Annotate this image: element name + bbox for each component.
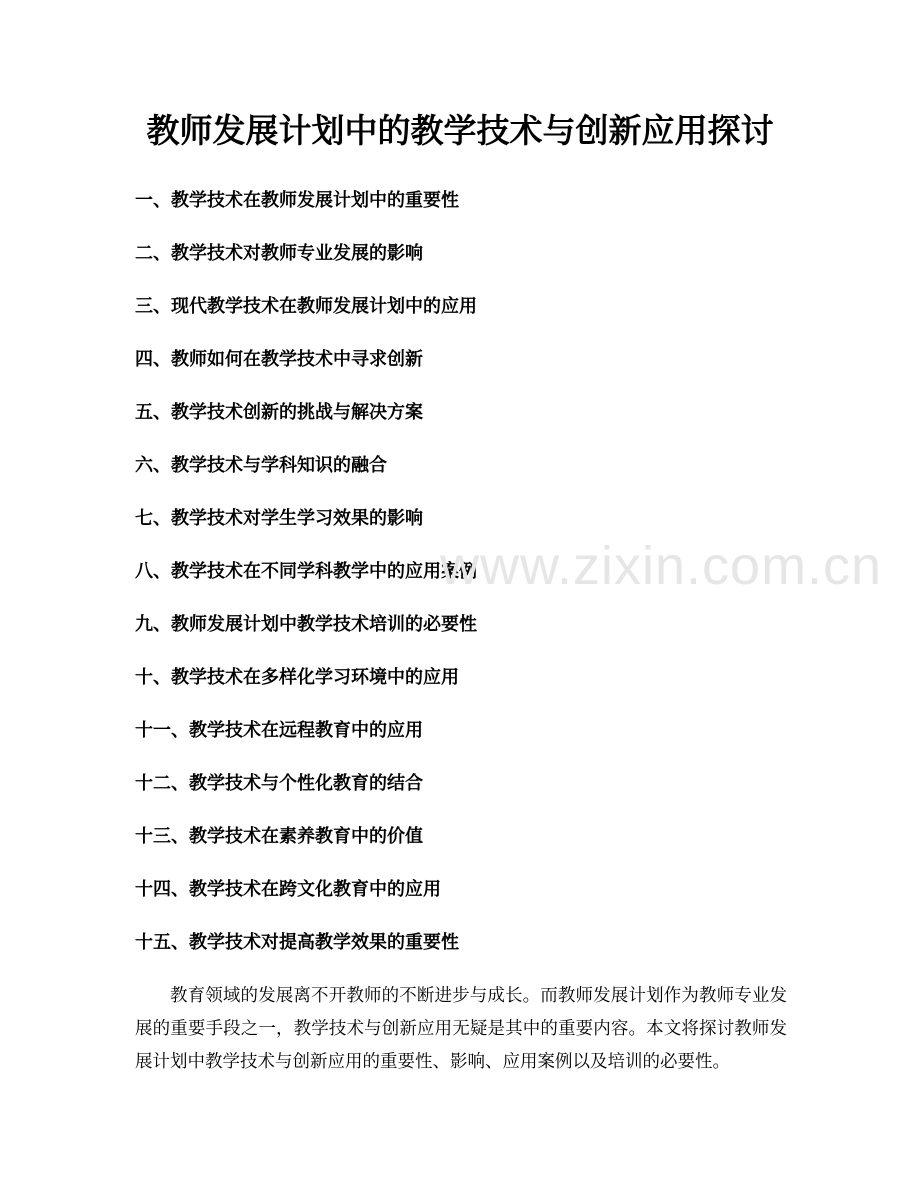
- toc-item: 一、教学技术在教师发展计划中的重要性: [135, 190, 459, 211]
- toc-item: 十一、教学技术在远程教育中的应用: [135, 720, 423, 741]
- toc-item: 七、教学技术对学生学习效果的影响: [135, 508, 423, 529]
- intro-paragraph: 教育领域的发展离不开教师的不断进步与成长。而教师发展计划作为教师专业发展的重要手段之一，教学技术与创新应用无疑是其中的重要内容。本文将探讨教师发展计划中教学技术与创新应用的重要性、影响、应用案例以及培训的必要性。: [135, 986, 787, 1072]
- toc-item: 九、教师发展计划中教学技术培训的必要性: [135, 614, 477, 635]
- toc-item: 十二、教学技术与个性化教育的结合: [135, 773, 423, 794]
- toc-item: 四、教师如何在教学技术中寻求创新: [135, 349, 423, 370]
- toc-item: 十五、教学技术对提高教学效果的重要性: [135, 932, 459, 953]
- toc-item: 十三、教学技术在素养教育中的价值: [135, 826, 423, 847]
- watermark: www.zixin.com.cn: [440, 536, 883, 596]
- toc-item: 二、教学技术对教师专业发展的影响: [135, 243, 423, 264]
- toc-item: 十、教学技术在多样化学习环境中的应用: [135, 667, 459, 688]
- table-of-contents: [135, 184, 477, 979]
- toc-item: 八、教学技术在不同学科教学中的应用案例: [135, 561, 477, 582]
- toc-item: 六、教学技术与学科知识的融合: [135, 455, 387, 476]
- toc-item: 十四、教学技术在跨文化教育中的应用: [135, 879, 441, 900]
- toc-item: 三、现代教学技术在教师发展计划中的应用: [135, 296, 477, 317]
- toc-item: 五、教学技术创新的挑战与解决方案: [135, 402, 423, 423]
- document-title: 教师发展计划中的教学技术与创新应用探讨: [146, 111, 774, 150]
